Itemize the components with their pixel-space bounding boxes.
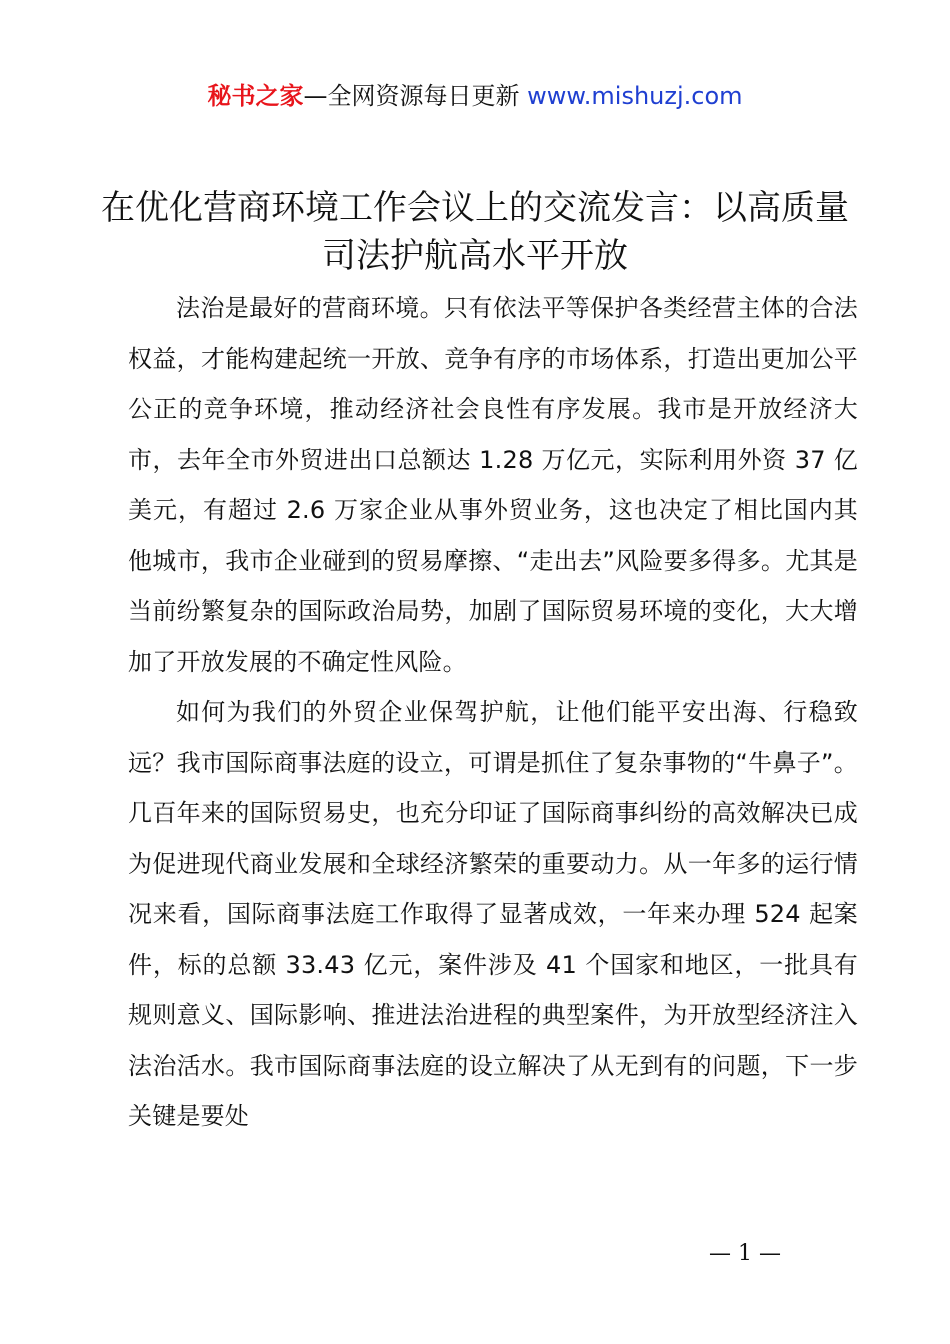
site-brand-name: 秘书之家 <box>207 82 304 110</box>
document-body <box>128 283 858 1142</box>
site-banner <box>0 80 950 112</box>
site-tagline: —全网资源每日更新 <box>303 82 520 110</box>
paragraph: 如何为我们的外贸企业保驾护航，让他们能平安出海、行稳致远？我市国际商事法庭的设立，可谓是抓住了复杂事物的“牛鼻子”。几百年来的国际贸易史，也充分印证了国际商事纠纷的高效解决已成为促进现代商业发展和全球经济繁荣的重要动力。从一年多的运行情况来看，国际商事法庭工作取得了显著成效，一年来办理 524 起案件，标的总额 33.43 亿元，案件涉及 41 个国家和地区，一批具有规则意义、国际影响、推进法治进程的典型案件，为开放型经济注入法治活水。我市国际商事法庭的设立解决了从无到有的问题，下一步关键是要处 <box>128 698 858 1130</box>
site-url-link[interactable]: www.mishuzj.com <box>527 82 743 110</box>
page-number: — 1 — <box>709 1241 781 1266</box>
document-title: 在优化营商环境工作会议上的交流发言：以高质量司法护航高水平开放 <box>101 188 849 276</box>
paragraph: 法治是最好的营商环境。只有依法平等保护各类经营主体的合法权益，才能构建起统一开放、竞争有序的市场体系，打造出更加公平公正的竞争环境，推动经济社会良性有序发展。我市是开放经济大市，去年全市外贸进出口总额达 1.28 万亿元，实际利用外资 37 亿美元，有超过 2.6 万家企业从事外贸业务，这也决定了相比国内其他城市，我市企业碰到的贸易摩擦、“走出去”风险要多得多。尤其是当前纷繁复杂的国际政治局势，加剧了国际贸易环境的变化，大大增加了开放发展的不确定性风险。 <box>128 294 858 676</box>
